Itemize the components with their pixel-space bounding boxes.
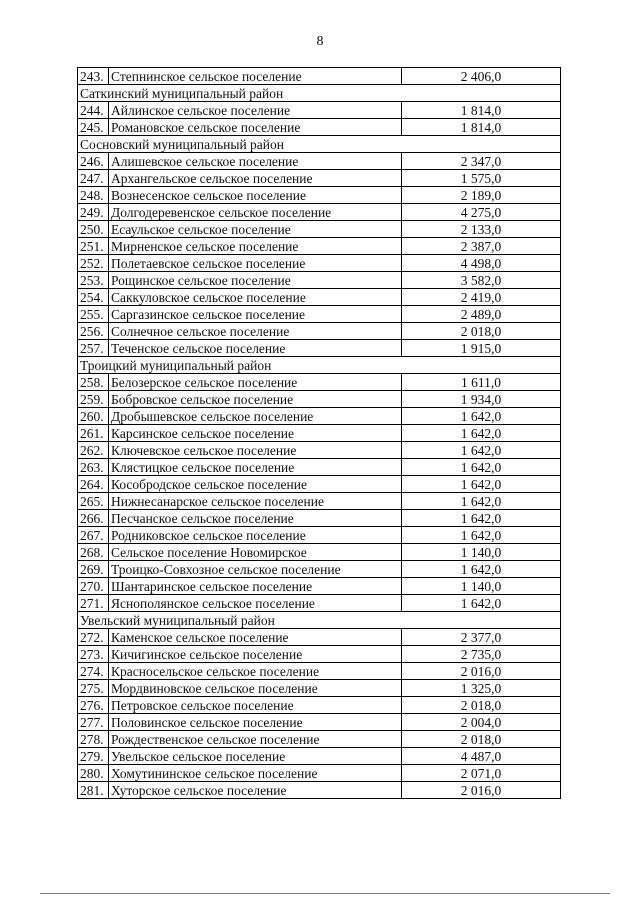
row-number: 262.	[78, 442, 109, 459]
row-number: 280.	[78, 765, 109, 782]
amount-value: 1 611,0	[402, 374, 561, 391]
row-number: 260.	[78, 408, 109, 425]
table-row	[78, 578, 561, 595]
settlements-table	[77, 67, 561, 799]
amount-value: 2 189,0	[402, 187, 561, 204]
settlement-name: Половинское сельское поселение	[109, 714, 402, 731]
settlement-name: Алишевское сельское поселение	[109, 153, 402, 170]
row-number: 266.	[78, 510, 109, 527]
table-row	[78, 306, 561, 323]
table-row	[78, 442, 561, 459]
row-number: 246.	[78, 153, 109, 170]
amount-value: 2 419,0	[402, 289, 561, 306]
table-row	[78, 561, 561, 578]
amount-value: 2 004,0	[402, 714, 561, 731]
settlement-name: Рождественское сельское поселение	[109, 731, 402, 748]
settlement-name: Карсинское сельское поселение	[109, 425, 402, 442]
row-number: 245.	[78, 119, 109, 136]
settlement-name: Дробышевское сельское поселение	[109, 408, 402, 425]
amount-value: 1 934,0	[402, 391, 561, 408]
settlement-name: Саргазинское сельское поселение	[109, 306, 402, 323]
amount-value: 1 642,0	[402, 561, 561, 578]
settlement-name: Каменское сельское поселение	[109, 629, 402, 646]
settlement-name: Степнинское сельское поселение	[109, 68, 402, 85]
amount-value: 1 814,0	[402, 119, 561, 136]
amount-value: 1 814,0	[402, 102, 561, 119]
amount-value: 1 642,0	[402, 459, 561, 476]
table-row	[78, 493, 561, 510]
table-row	[78, 544, 561, 561]
row-number: 277.	[78, 714, 109, 731]
district-header-row	[78, 612, 561, 629]
settlement-name: Красносельское сельское поселение	[109, 663, 402, 680]
page-bottom-divider	[40, 893, 610, 894]
settlement-name: Увельское сельское поселение	[109, 748, 402, 765]
amount-value: 1 642,0	[402, 527, 561, 544]
table-row	[78, 459, 561, 476]
table-row	[78, 527, 561, 544]
row-number: 263.	[78, 459, 109, 476]
row-number: 243.	[78, 68, 109, 85]
table-row	[78, 374, 561, 391]
table-row	[78, 748, 561, 765]
settlement-name: Яснополянское сельское поселение	[109, 595, 402, 612]
amount-value: 2 347,0	[402, 153, 561, 170]
table-row	[78, 476, 561, 493]
table-row	[78, 697, 561, 714]
row-number: 278.	[78, 731, 109, 748]
amount-value: 1 140,0	[402, 578, 561, 595]
row-number: 250.	[78, 221, 109, 238]
district-name: Увельский муниципальный район	[78, 612, 561, 629]
row-number: 267.	[78, 527, 109, 544]
row-number: 274.	[78, 663, 109, 680]
amount-value: 1 642,0	[402, 510, 561, 527]
settlement-name: Клястицкое сельское поселение	[109, 459, 402, 476]
amount-value: 2 133,0	[402, 221, 561, 238]
settlement-name: Кособродское сельское поселение	[109, 476, 402, 493]
settlement-name: Кичигинское сельское поселение	[109, 646, 402, 663]
settlement-name: Саккуловское сельское поселение	[109, 289, 402, 306]
settlement-name: Хуторское сельское поселение	[109, 782, 402, 799]
table-row	[78, 272, 561, 289]
settlement-name: Ключевское сельское поселение	[109, 442, 402, 459]
amount-value: 1 642,0	[402, 595, 561, 612]
amount-value: 2 377,0	[402, 629, 561, 646]
settlement-name: Полетаевское сельское поселение	[109, 255, 402, 272]
row-number: 271.	[78, 595, 109, 612]
row-number: 244.	[78, 102, 109, 119]
amount-value: 2 018,0	[402, 697, 561, 714]
settlement-name: Долгодеревенское сельское поселение	[109, 204, 402, 221]
row-number: 275.	[78, 680, 109, 697]
table-row	[78, 408, 561, 425]
amount-value: 2 018,0	[402, 323, 561, 340]
row-number: 253.	[78, 272, 109, 289]
table-row	[78, 153, 561, 170]
district-header-row	[78, 85, 561, 102]
table-row	[78, 187, 561, 204]
row-number: 248.	[78, 187, 109, 204]
row-number: 276.	[78, 697, 109, 714]
settlement-name: Петровское сельское поселение	[109, 697, 402, 714]
settlement-name: Вознесенское сельское поселение	[109, 187, 402, 204]
amount-value: 4 498,0	[402, 255, 561, 272]
table-row	[78, 629, 561, 646]
row-number: 257.	[78, 340, 109, 357]
amount-value: 2 406,0	[402, 68, 561, 85]
amount-value: 3 582,0	[402, 272, 561, 289]
amount-value: 4 487,0	[402, 748, 561, 765]
table-row	[78, 255, 561, 272]
row-number: 273.	[78, 646, 109, 663]
amount-value: 1 915,0	[402, 340, 561, 357]
amount-value: 1 642,0	[402, 493, 561, 510]
settlement-name: Белозерское сельское поселение	[109, 374, 402, 391]
table-row	[78, 646, 561, 663]
table-row	[78, 119, 561, 136]
table-row	[78, 238, 561, 255]
row-number: 281.	[78, 782, 109, 799]
amount-value: 1 642,0	[402, 408, 561, 425]
district-name: Сосновский муниципальный район	[78, 136, 561, 153]
page-number: 8	[316, 34, 324, 49]
table-row	[78, 391, 561, 408]
table-row	[78, 323, 561, 340]
settlement-name: Хомутининское сельское поселение	[109, 765, 402, 782]
row-number: 259.	[78, 391, 109, 408]
district-name: Троицкий муниципальный район	[78, 357, 561, 374]
amount-value: 2 016,0	[402, 663, 561, 680]
row-number: 265.	[78, 493, 109, 510]
amount-value: 4 275,0	[402, 204, 561, 221]
row-number: 269.	[78, 561, 109, 578]
table-row	[78, 204, 561, 221]
district-header-row	[78, 357, 561, 374]
amount-value: 1 642,0	[402, 476, 561, 493]
settlement-name: Родниковское сельское поселение	[109, 527, 402, 544]
amount-value: 2 071,0	[402, 765, 561, 782]
settlement-name: Мордвиновское сельское поселение	[109, 680, 402, 697]
amount-value: 2 016,0	[402, 782, 561, 799]
table-row	[78, 289, 561, 306]
settlement-name: Солнечное сельское поселение	[109, 323, 402, 340]
row-number: 256.	[78, 323, 109, 340]
table-row	[78, 714, 561, 731]
amount-value: 2 018,0	[402, 731, 561, 748]
settlement-name: Сельское поселение Новомирское	[109, 544, 402, 561]
table-row	[78, 340, 561, 357]
row-number: 251.	[78, 238, 109, 255]
table-body	[78, 68, 561, 799]
table-row	[78, 782, 561, 799]
row-number: 249.	[78, 204, 109, 221]
amount-value: 1 575,0	[402, 170, 561, 187]
settlement-name: Бобровское сельское поселение	[109, 391, 402, 408]
row-number: 255.	[78, 306, 109, 323]
table-row	[78, 170, 561, 187]
table-row	[78, 102, 561, 119]
settlement-name: Романовское сельское поселение	[109, 119, 402, 136]
settlement-name: Есаульское сельское поселение	[109, 221, 402, 238]
amount-value: 1 642,0	[402, 442, 561, 459]
row-number: 247.	[78, 170, 109, 187]
amount-value: 1 325,0	[402, 680, 561, 697]
settlement-name: Айлинское сельское поселение	[109, 102, 402, 119]
table-row	[78, 765, 561, 782]
row-number: 272.	[78, 629, 109, 646]
row-number: 270.	[78, 578, 109, 595]
row-number: 258.	[78, 374, 109, 391]
amount-value: 2 735,0	[402, 646, 561, 663]
table-row	[78, 221, 561, 238]
table-row	[78, 595, 561, 612]
settlement-name: Нижнесанарское сельское поселение	[109, 493, 402, 510]
district-header-row	[78, 136, 561, 153]
settlement-name: Шантаринское сельское поселение	[109, 578, 402, 595]
amount-value: 1 140,0	[402, 544, 561, 561]
settlement-name: Рощинское сельское поселение	[109, 272, 402, 289]
row-number: 252.	[78, 255, 109, 272]
amount-value: 1 642,0	[402, 425, 561, 442]
settlement-name: Архангельское сельское поселение	[109, 170, 402, 187]
settlement-name: Троицко-Совхозное сельское поселение	[109, 561, 402, 578]
table-row	[78, 663, 561, 680]
table-row	[78, 510, 561, 527]
row-number: 254.	[78, 289, 109, 306]
table-row	[78, 425, 561, 442]
amount-value: 2 489,0	[402, 306, 561, 323]
table-row	[78, 680, 561, 697]
table-row	[78, 731, 561, 748]
district-name: Саткинский муниципальный район	[78, 85, 561, 102]
settlement-name: Мирненское сельское поселение	[109, 238, 402, 255]
settlement-name: Песчанское сельское поселение	[109, 510, 402, 527]
settlement-name: Теченское сельское поселение	[109, 340, 402, 357]
table-row	[78, 68, 561, 85]
amount-value: 2 387,0	[402, 238, 561, 255]
row-number: 261.	[78, 425, 109, 442]
row-number: 279.	[78, 748, 109, 765]
row-number: 264.	[78, 476, 109, 493]
row-number: 268.	[78, 544, 109, 561]
